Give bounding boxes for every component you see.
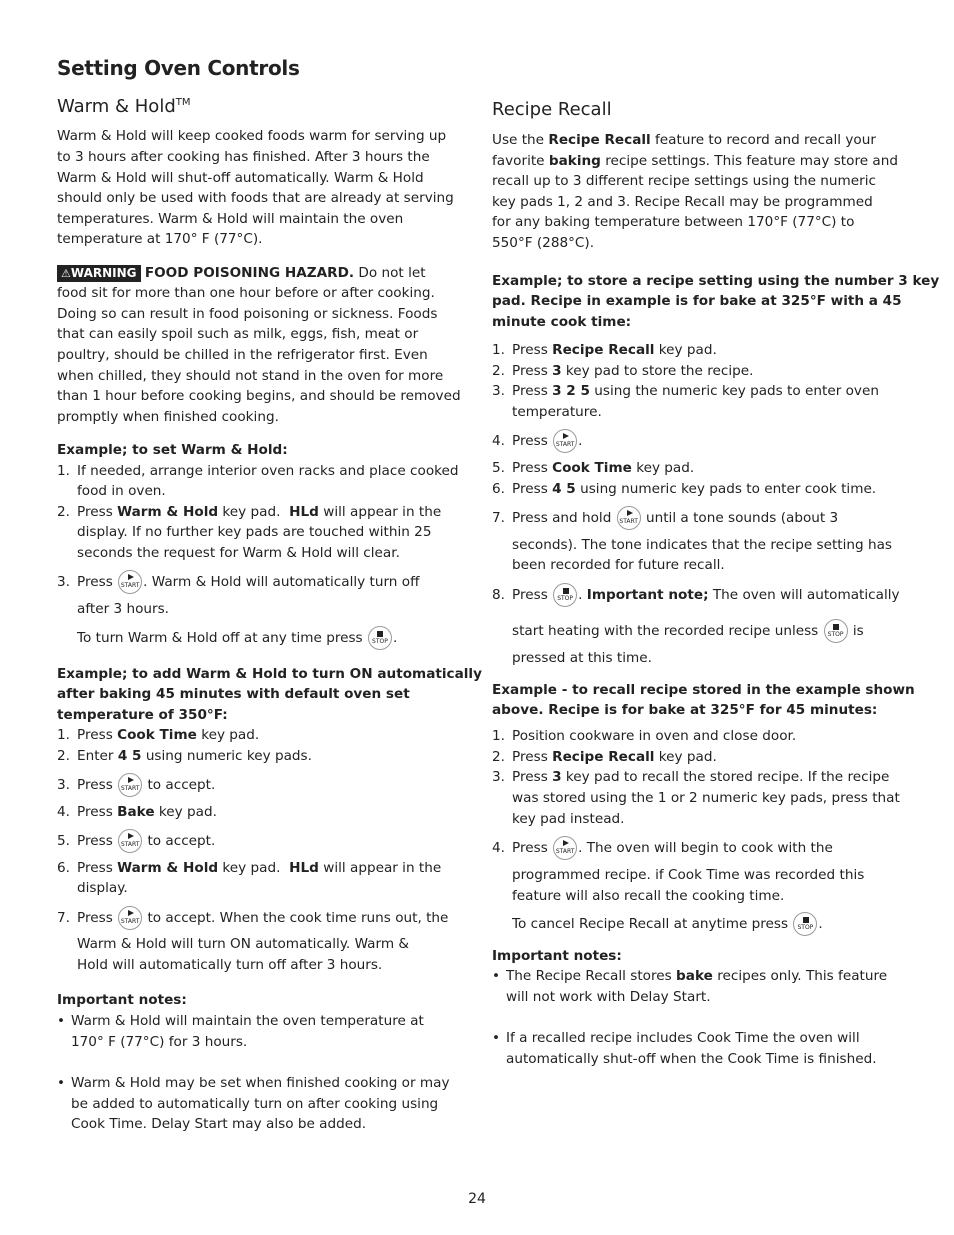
list-item-cont: display. If no further key pads are touched within 25 xyxy=(77,524,432,540)
list-item-cont: feature will also recall the cooking time. xyxy=(512,888,785,904)
cancel-recipe-line: To cancel Recipe Recall at anytime press STOP . xyxy=(512,912,823,936)
list-item-cont: been recorded for future recall. xyxy=(512,557,725,573)
recipe-intro-line: recall up to 3 different recipe settings using the numeric xyxy=(492,173,876,189)
start-key-icon: START xyxy=(118,906,142,930)
recipe-intro-line: favorite baking recipe settings. This feature may store and xyxy=(492,153,899,169)
list-item: 1. Position cookware in oven and close door. xyxy=(492,728,797,744)
warning-triangle-icon: ⚠ xyxy=(61,267,71,280)
note-item: • If a recalled recipe includes Cook Time the oven will xyxy=(492,1030,860,1046)
example-add-warm-hold-title: Example; to add Warm & Hold to turn ON automatically xyxy=(57,666,482,682)
warm-hold-intro-line: temperatures. Warm & Hold will maintain the oven xyxy=(57,211,404,227)
example-recall-recipe-title: above. Recipe is for bake at 325°F for 45 minutes: xyxy=(492,702,878,718)
page-title: Setting Oven Controls xyxy=(57,56,300,80)
warm-hold-intro-line: Warm & Hold will keep cooked foods warm for serving up xyxy=(57,128,447,144)
list-item: 3. Press START . Warm & Hold will automatically turn off xyxy=(57,570,419,594)
list-item-cont: was stored using the 1 or 2 numeric key pads, press that xyxy=(512,790,900,806)
stop-key-icon: STOP xyxy=(553,583,577,607)
recipe-intro-line: for any baking temperature between 170°F (77°C) to xyxy=(492,214,855,230)
note-item-cont: be added to automatically turn on after cooking using xyxy=(71,1096,439,1112)
warning-text-line: food sit for more than one hour before or after cooking. xyxy=(57,285,435,301)
warm-hold-intro-line: should only be used with foods that are already at serving xyxy=(57,190,454,206)
start-key-icon: START xyxy=(553,836,577,860)
warning-line: ⚠WARNING FOOD POISONING HAZARD. Do not let xyxy=(57,263,426,283)
list-item: 4. Press Bake key pad. xyxy=(57,804,217,820)
list-item: 1. Press Recipe Recall key pad. xyxy=(492,342,717,358)
warning-text-line: poultry, should be chilled in the refrigerator first. Even xyxy=(57,347,428,363)
list-item: 7. Press and hold START until a tone sounds (about 3 xyxy=(492,506,838,530)
list-item: 8. Press STOP . Important note; The oven will automatically xyxy=(492,583,900,607)
list-item: 2. Press 3 key pad to store the recipe. xyxy=(492,363,754,379)
stop-key-icon: STOP xyxy=(824,619,848,643)
list-item: 5. Press START to accept. xyxy=(57,829,215,853)
list-item-cont: Hold will automatically turn off after 3 hours. xyxy=(77,957,383,973)
list-item-cont: temperature. xyxy=(512,404,602,420)
note-item-cont: will not work with Delay Start. xyxy=(506,989,711,1005)
note-item-cont: 170° F (77°C) for 3 hours. xyxy=(71,1034,248,1050)
list-item-cont: seconds). The tone indicates that the recipe setting has xyxy=(512,537,893,553)
note-item-cont: Cook Time. Delay Start may also be added. xyxy=(71,1116,367,1132)
turn-off-line: To turn Warm & Hold off at any time press STOP . xyxy=(77,626,397,650)
warning-badge: ⚠WARNING xyxy=(57,265,141,282)
example-store-recipe-title: Example; to store a recipe setting using the number 3 key xyxy=(492,273,940,289)
list-item: 4. Press START . The oven will begin to cook with the xyxy=(492,836,833,860)
list-item: 3. Press START to accept. xyxy=(57,773,215,797)
list-item-cont: key pad instead. xyxy=(512,811,625,827)
warm-hold-heading: Warm & Hold™ xyxy=(57,96,191,117)
list-item-cont: programmed recipe. if Cook Time was recorded this xyxy=(512,867,865,883)
list-item-cont: Warm & Hold will turn ON automatically. Warm & xyxy=(77,936,409,952)
warm-hold-intro-line: temperature at 170° F (77°C). xyxy=(57,231,263,247)
list-item: 3. Press 3 key pad to recall the stored recipe. If the recipe xyxy=(492,769,890,785)
list-item-cont: food in oven. xyxy=(77,483,166,499)
warning-text-line: when chilled, they should not stand in the oven for more xyxy=(57,368,444,384)
list-item-cont: seconds the request for Warm & Hold will clear. xyxy=(77,545,400,561)
recipe-intro-line: Use the Recipe Recall feature to record and recall your xyxy=(492,132,876,148)
list-item: 1. If needed, arrange interior oven racks and place cooked xyxy=(57,463,459,479)
stop-key-icon: STOP xyxy=(793,912,817,936)
example-store-recipe-title: pad. Recipe in example is for bake at 325°F with a 45 xyxy=(492,293,902,309)
warning-text-line: promptly when finished cooking. xyxy=(57,409,279,425)
note-item-cont: automatically shut-off when the Cook Time is finished. xyxy=(506,1051,877,1067)
list-item-cont: start heating with the recorded recipe unless STOP is xyxy=(512,619,864,643)
list-item: 6. Press Warm & Hold key pad. HLd will appear in the xyxy=(57,860,442,876)
list-item-cont: display. xyxy=(77,880,128,896)
recipe-recall-heading: Recipe Recall xyxy=(492,99,612,120)
warning-text-line: Doing so can result in food poisoning or sickness. Foods xyxy=(57,306,438,322)
list-item: 4. Press START . xyxy=(492,429,582,453)
recipe-intro-line: key pads 1, 2 and 3. Recipe Recall may be programmed xyxy=(492,194,873,210)
example-add-warm-hold-title: after baking 45 minutes with default oven set xyxy=(57,686,410,702)
warning-text-line: than 1 hour before cooking begins, and should be removed xyxy=(57,388,461,404)
start-key-icon: START xyxy=(118,570,142,594)
list-item: 1. Press Cook Time key pad. xyxy=(57,727,260,743)
start-key-icon: START xyxy=(118,773,142,797)
page-number: 24 xyxy=(468,1191,486,1207)
warning-text-line: that can easily spoil such as milk, eggs, fish, meat or xyxy=(57,326,419,342)
list-item: 7. Press START to accept. When the cook time runs out, the xyxy=(57,906,448,930)
start-key-icon: START xyxy=(617,506,641,530)
recipe-notes-title: Important notes: xyxy=(492,948,622,964)
example-set-warm-hold-title: Example; to set Warm & Hold: xyxy=(57,442,288,458)
recipe-intro-line: 550°F (288°C). xyxy=(492,235,595,251)
list-item: 3. Press 3 2 5 using the numeric key pads to enter oven xyxy=(492,383,879,399)
note-item: • Warm & Hold may be set when finished cooking or may xyxy=(57,1075,450,1091)
stop-key-icon: STOP xyxy=(368,626,392,650)
example-add-warm-hold-title: temperature of 350°F: xyxy=(57,707,228,723)
list-item: 2. Press Warm & Hold key pad. HLd will appear in the xyxy=(57,504,442,520)
list-item: 6. Press 4 5 using numeric key pads to enter cook time. xyxy=(492,481,877,497)
list-item: 2. Enter 4 5 using numeric key pads. xyxy=(57,748,312,764)
note-item: • Warm & Hold will maintain the oven temperature at xyxy=(57,1013,424,1029)
note-item: • The Recipe Recall stores bake recipes only. This feature xyxy=(492,968,888,984)
warm-hold-notes-title: Important notes: xyxy=(57,992,187,1008)
list-item-cont: after 3 hours. xyxy=(77,601,169,617)
warm-hold-intro-line: to 3 hours after cooking has finished. After 3 hours the xyxy=(57,149,430,165)
warm-hold-intro-line: Warm & Hold will shut-off automatically. Warm & Hold xyxy=(57,170,424,186)
list-item: 2. Press Recipe Recall key pad. xyxy=(492,749,717,765)
list-item: 5. Press Cook Time key pad. xyxy=(492,460,695,476)
start-key-icon: START xyxy=(553,429,577,453)
list-item-cont: pressed at this time. xyxy=(512,650,652,666)
example-recall-recipe-title: Example - to recall recipe stored in the example shown xyxy=(492,682,915,698)
start-key-icon: START xyxy=(118,829,142,853)
example-store-recipe-title: minute cook time: xyxy=(492,314,632,330)
